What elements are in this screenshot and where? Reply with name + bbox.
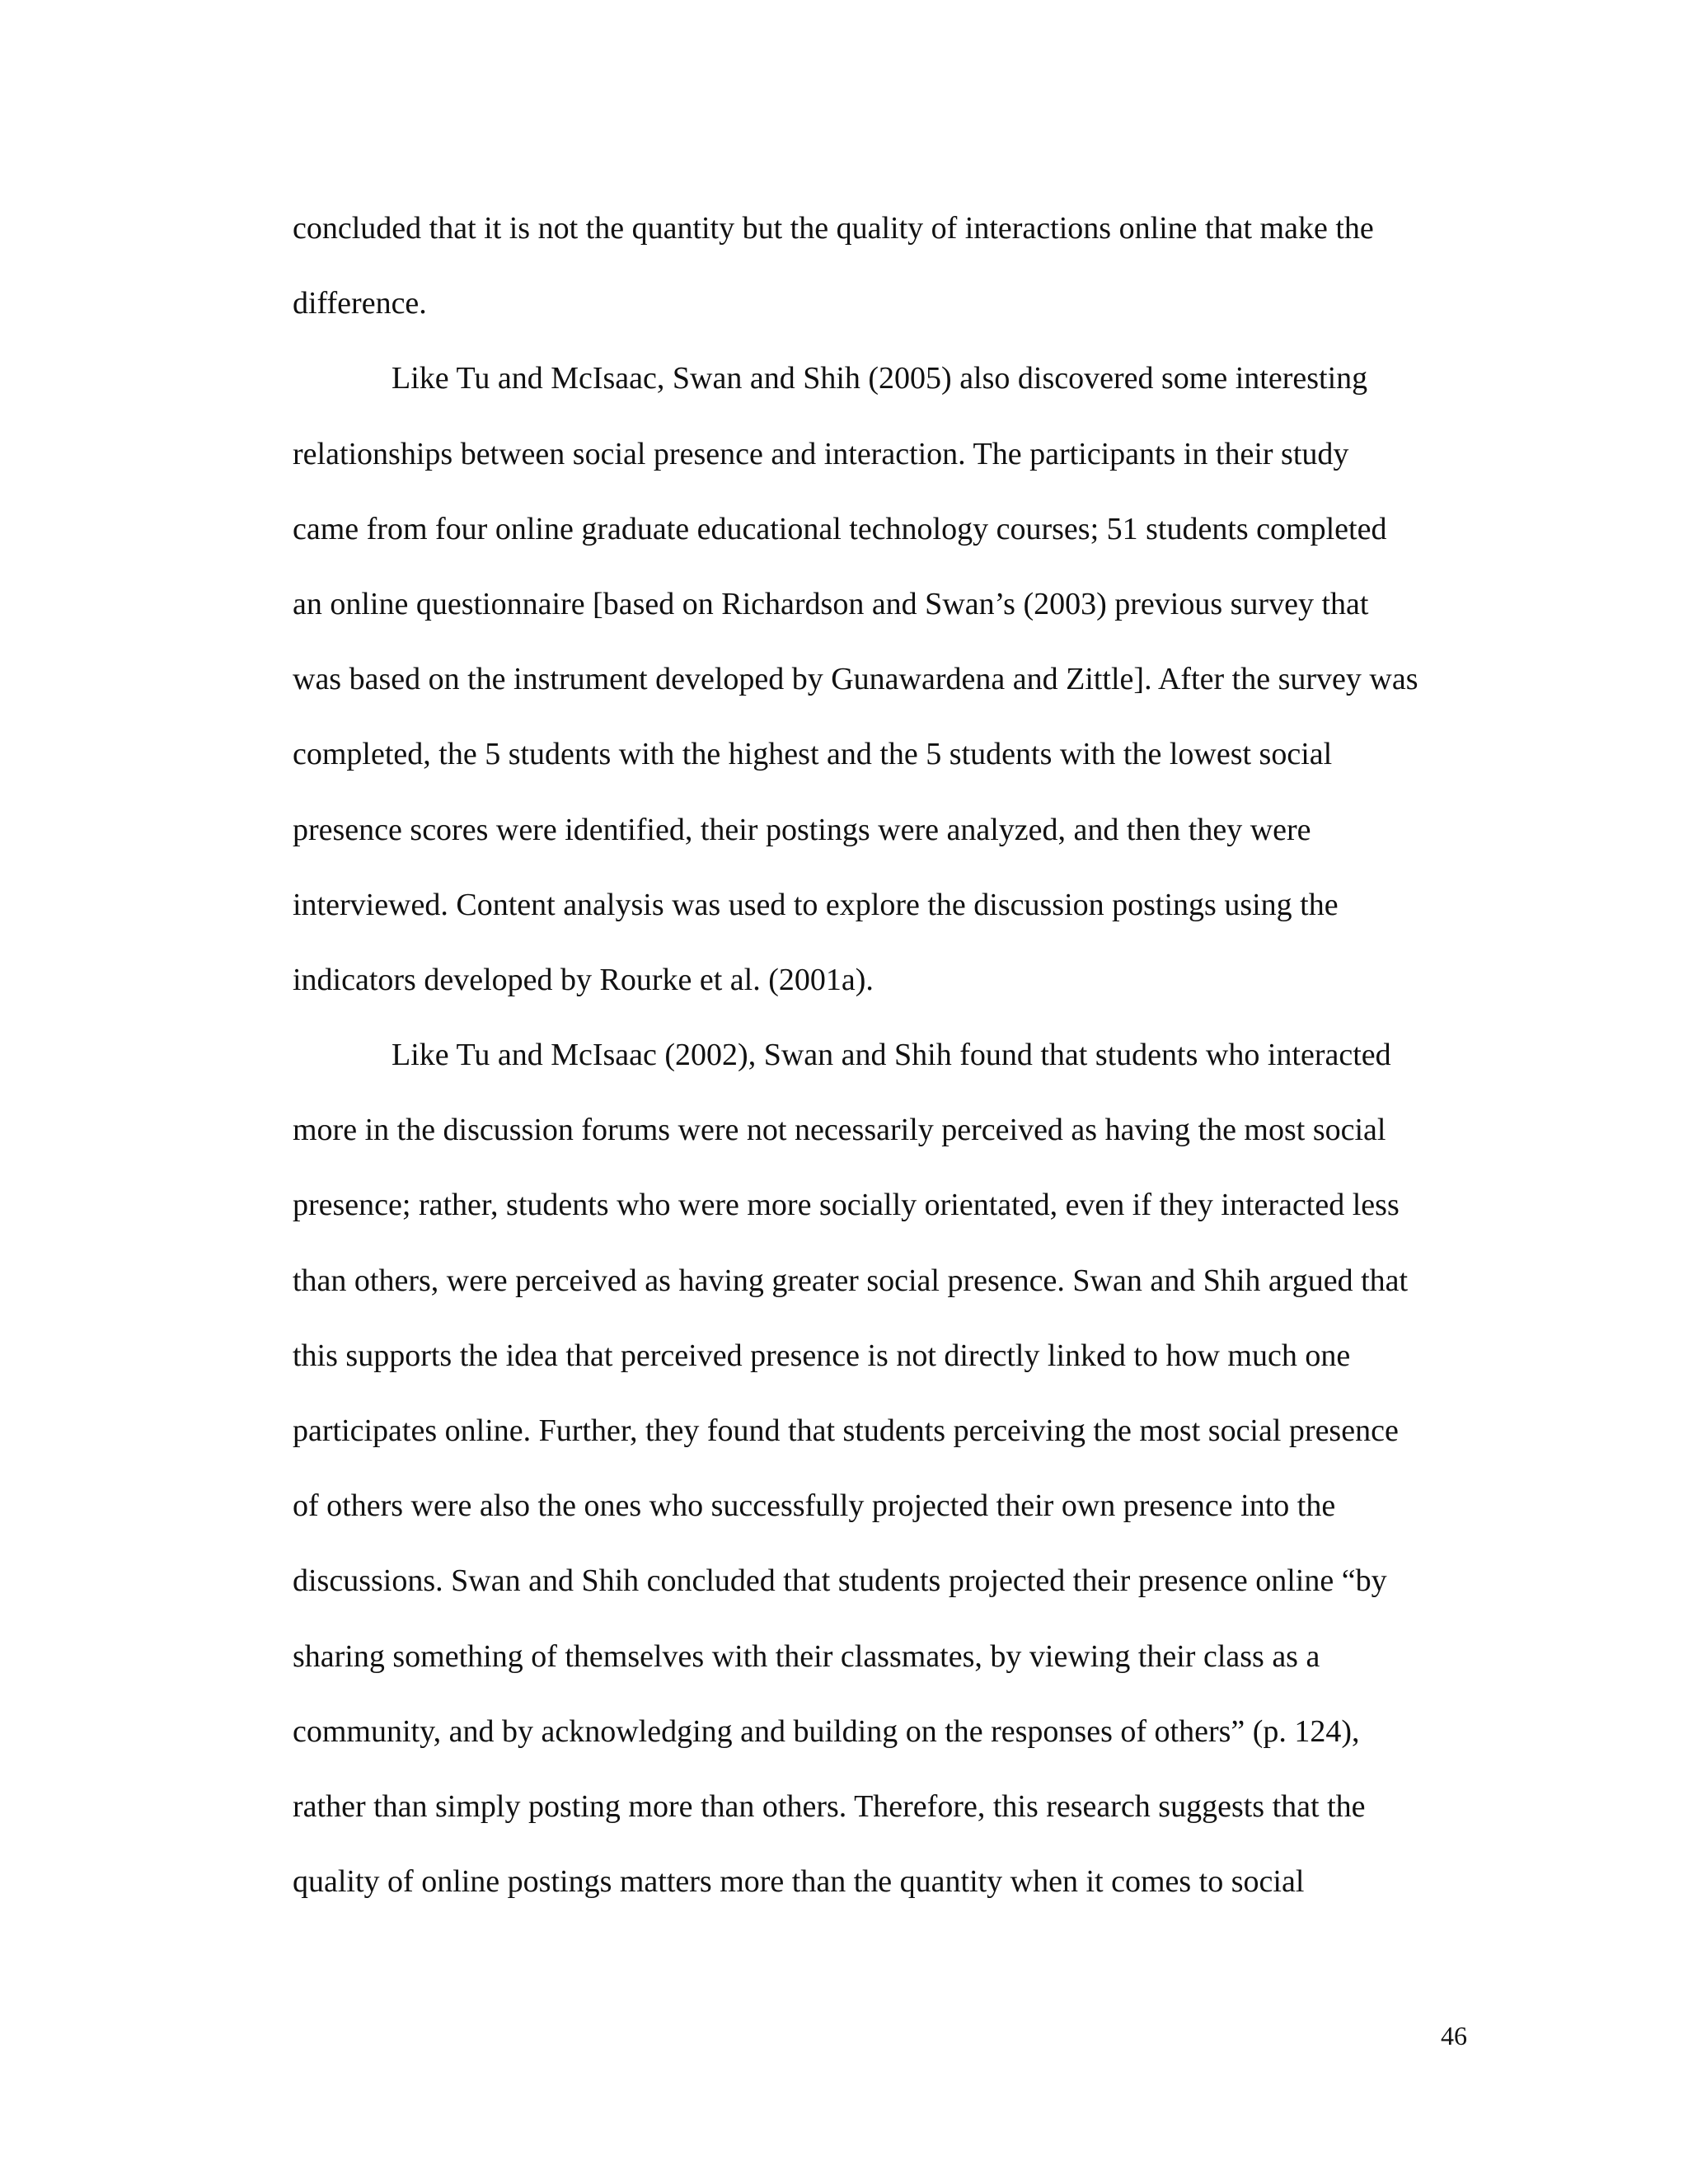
text-line: an online questionnaire [based on Richardson and Swan’s (2003) previous survey that — [293, 586, 1369, 621]
text-line: was based on the instrument developed by Gunawardena and Zittle]. After the survey was — [293, 662, 1418, 697]
text-line: quality of online postings matters more than the quantity when it comes to social — [293, 1864, 1305, 1900]
text-line: indicators developed by Rourke et al. (2001a). — [293, 962, 874, 997]
text-line: concluded that it is not the quantity but the quality of interactions online that make the — [293, 211, 1374, 246]
text-line: presence scores were identified, their postings were analyzed, and then they were — [293, 812, 1311, 847]
body-text — [293, 191, 1479, 1919]
text-line: community, and by acknowledging and building on the responses of others” (p. 124), — [293, 1713, 1360, 1749]
text-line: difference. — [293, 286, 427, 321]
text-line: came from four online graduate educational technology courses; 51 students completed — [293, 511, 1387, 546]
text-line: discussions. Swan and Shih concluded that students projected their presence online “by — [293, 1563, 1387, 1599]
text-line: participates online. Further, they found that students perceiving the most social presence — [293, 1413, 1399, 1448]
text-line: presence; rather, students who were more socially orientated, even if they interacted less — [293, 1188, 1400, 1223]
paragraph-start-line: Like Tu and McIsaac (2002), Swan and Shih found that students who interacted — [392, 1038, 1391, 1073]
text-line: sharing something of themselves with their classmates, by viewing their class as a — [293, 1638, 1320, 1674]
text-line: completed, the 5 students with the highest and the 5 students with the lowest social — [293, 737, 1333, 772]
text-line: rather than simply posting more than others. Therefore, this research suggests that the — [293, 1788, 1366, 1824]
text-line: more in the discussion forums were not necessarily perceived as having the most social — [293, 1113, 1386, 1148]
text-line: relationships between social presence and interaction. The participants in their study — [293, 436, 1349, 471]
paragraph-start-line: Like Tu and McIsaac, Swan and Shih (2005) also discovered some interesting — [392, 361, 1368, 396]
text-line: interviewed. Content analysis was used to explore the discussion postings using the — [293, 887, 1339, 922]
text-line: of others were also the ones who successfully projected their own presence into the — [293, 1488, 1336, 1524]
text-line: this supports the idea that perceived presence is not directly linked to how much one — [293, 1338, 1351, 1373]
page-number: 46 — [1441, 2021, 1467, 2050]
text-line: than others, were perceived as having greater social presence. Swan and Shih argued that — [293, 1263, 1409, 1298]
